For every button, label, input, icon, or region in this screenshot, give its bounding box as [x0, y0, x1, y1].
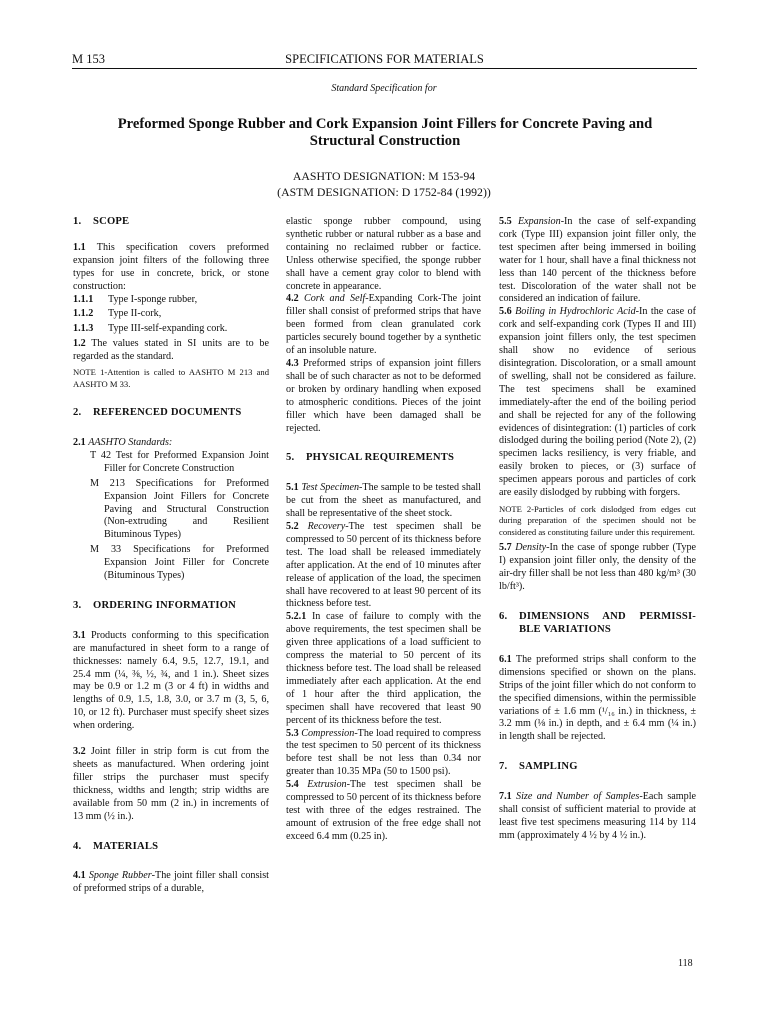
aashto-designation: AASHTO DESIGNATION: M 153-94 [292, 169, 476, 183]
reference-m33: M 33 Specifications for Preformed Expansion Joint Filler for Concrete (Bituminous Types) [90, 544, 269, 582]
section-heading-materials: 4. MATERIALS [73, 840, 159, 852]
section-heading-sampling: 7. SAMPLING [499, 761, 578, 773]
list-item: 1.1.3 Type III-self-expanding cork. [73, 323, 228, 335]
section-heading-scope: 1. SCOPE [73, 216, 130, 227]
note-2: NOTE 2-Particles of cork dislodged from edges cut during preparation of the specimen should not be considered as constituting failure under this requirement. [499, 503, 696, 537]
section-heading-dimensions: 6. DIMENSIONS AND PERMISSI-BLE VARIATIONS [499, 611, 696, 635]
paragraph-5-7: 5.7 Density-In the case of sponge rubber (Type I) expansion joint filler only, the density of the air-dry filler shall be not less than 480 kg/m³ (30 lb/ft³). [499, 542, 697, 593]
paragraph-5-3: 5.3 Compression-The load required to compress the test specimen to 50 percent of its thickness before test shall be not less than 0.34 nor greater than 10.35 MPa (50 to 1500 psi). [286, 727, 481, 778]
column-1 [73, 216, 269, 896]
paragraph-4-1-continued: elastic sponge rubber compound, using synthetic rubber or natural rubber as a base and containing no reclaimed rubber or factice. Unless otherwise specified, the sponge rubber shall have a cement gray color to blend with concrete in appearance. [286, 216, 481, 292]
paragraph-3-2: 3.2 Joint filler in strip form is cut from the sheets as manufactured. When ordering joint filler strips the purchaser must specify thickness, widths and length; strip widths are available from 50 mm (2 in.) in increments of 13 mm (½ in.). [73, 746, 269, 822]
list-item: 1.1.2 Type II-cork, [73, 308, 162, 320]
paragraph-4-3: 4.3 Preformed strips of expansion joint fillers shall be of such character as not to be deformed or broken by ordinary handling when exposed to atmospheric conditions. Pieces of the joint filler which have been damaged shall be rejected. [286, 357, 481, 434]
paragraph-5-2-1: 5.2.1 In case of failure to comply with the above requirements, the test specimen shall be given three applications of a load sufficient to compress the material to 50 percent of its thickness before test. The load shall be released immediately after each application. At the end of 1 hour after the third application, the specimen shall have recovered that least 90 percent of its thickness before the test. [286, 611, 482, 726]
paragraph-1-1: 1.1 This specification covers preformed expansion joint filters of the following three types for use in concrete, brick, or stone construction: [73, 241, 269, 292]
reference-m213: M 213 Specifications for Preformed Expansion Joint Fillers for Concrete Paving and Structural Construction (Non-extruding and Resilient Bituminous Types) [90, 477, 269, 541]
section-heading-referenced-documents: 2. REFERENCED DOCUMENTS [73, 407, 242, 419]
page-number: 118 [678, 958, 693, 969]
paragraph-7-1: 7.1 Size and Number of Samples-Each sample shall consist of sufficient material to provide at least five test specimens measuring 114 by 114 mm (approximately 4 ½ by 4 ½ in.). [499, 791, 696, 841]
paragraph-3-1: 3.1 Products conforming to this specification are manufactured in sheet form to a range of thicknesses: namely 6.4, 9.5, 12.7, 19.1, and 25.4 mm (¼, ⅜, ½, ¾, and 1 in.). Sheet sizes may be 0.9 or 1.2 m (3 or 4 ft) in widths and lengths of 0.9, 1.5, 1.8, 3.0, or 3.7 m (3, 5, 6, 10, or 12 ft). Purchaser must specify sheet sizes when ordering. [73, 629, 269, 732]
designation-block [0, 168, 768, 200]
section-heading-ordering-information: 3. ORDERING INFORMATION [73, 599, 236, 611]
paragraph-4-2: 4.2 Cork and Self-Expanding Cork-The joint filler shall consist of preformed strips that have been formed from clean granulated cork particles securely bound together by a synthetic of an insoluble nature. [286, 293, 482, 357]
document-title: Preformed Sponge Rubber and Cork Expansion Joint Fillers for Concrete Paving and Structural Construction [117, 116, 653, 149]
astm-designation: (ASTM DESIGNATION: D 1752-84 (1992)) [277, 185, 491, 199]
paragraph-1-2: 1.2 The values stated in SI units are to be regarded as the standard. [73, 338, 269, 363]
section-heading-physical-requirements: 5. PHYSICAL REQUIREMENTS [286, 452, 455, 464]
paragraph-5-6: 5.6 Boiling in Hydrochloric Acid-In the case of cork and self-expanding cork (Types II and III) expansion joint fillers only, the test specimen shall show no evidence of serious disintegration. Discoloration, or a small amount of swelling, shall not be considered as failure. The test specimens shall be examined immediately-after the end of the boiling period and shall be rejected for any of the following evidences of disintegration: (1) particles of cork dislodged during the boiling period (Note 2), (2) specimen lacks resiliency, is very friable, and easily broken to pieces, or (3) surface of specimen appears porous and particles of cork are easily dislodged by rubbing with forgers. [499, 306, 696, 499]
standard-label: Standard Specification for [331, 83, 437, 94]
paragraph-6-1: 6.1 The preformed strips shall conform to the dimensions specified or shown on the plans. Strips of the joint filler which do not conform to the specified dimensions, within the permissible variations of ± 1.6 mm (¹/₁₆ in.) in thickness, ± 3.2 mm (⅛ in.) in depth, and ± 6.4 mm (¼ in.) in length shall be rejected. [499, 653, 696, 743]
paragraph-5-4: 5.4 Extrusion-The test specimen shall be compressed to 50 percent of its thickness before test with three of the edges restrained. The amount of extrusion of the free edge shall not exceed 6.4 mm (0.25 in). [286, 779, 481, 842]
reference-t42: T 42 Test for Preformed Expansion Joint Filler for Concrete Construction [90, 449, 269, 474]
column-2 [286, 216, 481, 844]
section-title: SPECIFICATIONS FOR MATERIALS [285, 52, 484, 66]
paragraph-4-1-start: 4.1 Sponge Rubber-The joint filler shall consist of preformed strips of a durable, [73, 870, 269, 895]
paragraph-5-1: 5.1 Test Specimen-The sample to be tested shall be cut from the sheet as manufactured, and shall be representative of the sheet stock. [286, 482, 481, 520]
paragraph-5-2: 5.2 Recovery-The test specimen shall be compressed to 50 percent of its thickness before test. The load shall be released immediately after application. At the end of 10 minutes after release of application of the load, the specimen shall have recovered to at least 90 percent of its thickness before test. [286, 521, 482, 610]
list-item: 1.1.1 Type I-sponge rubber, [73, 293, 198, 305]
standard-code: M 153 [72, 52, 105, 66]
paragraph-5-5: 5.5 Expansion-In the case of self-expanding cork (Type III) expansion joint filler only, the test specimen after being immersed in boiling water for 1 hour, shall have a final thickness not less than 140 percent of the thickness before test. Discoloration of the water shall not be considered an indication of failure. [499, 216, 696, 305]
running-header [72, 52, 697, 69]
column-3 [499, 216, 696, 843]
note-1: NOTE 1-Attention is called to AASHTO M 213 and AASHTO M 33. [73, 367, 269, 389]
paragraph-2-1: 2.1 AASHTO Standards: [73, 436, 173, 448]
